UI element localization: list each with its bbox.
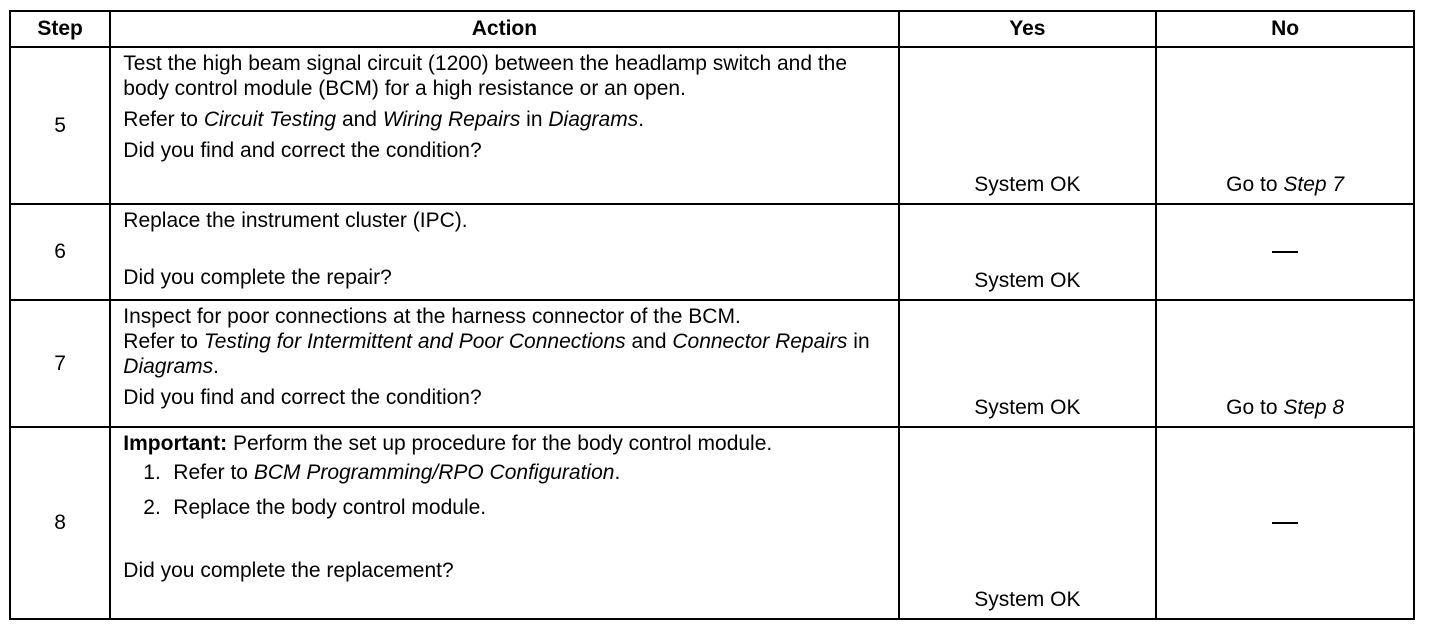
- table-row: [10, 204, 1414, 300]
- yes-result: System OK: [899, 427, 1157, 619]
- step-number: 6: [10, 204, 110, 300]
- yes-result: System OK: [899, 47, 1157, 204]
- refer-text: Refer to Circuit Testing and Wiring Repairs in Diagrams.: [123, 108, 645, 131]
- no-result: Go to Step 7: [1156, 47, 1414, 204]
- table-row: [10, 300, 1414, 427]
- question-text: Did you complete the replacement?: [123, 559, 454, 582]
- diagnostic-table: [9, 10, 1415, 620]
- procedure-list: [123, 460, 887, 520]
- em-dash: [1272, 251, 1298, 253]
- no-result: Go to Step 8: [1156, 300, 1414, 427]
- action-cell: [110, 204, 898, 300]
- action-text: Test the high beam signal circuit (1200) between the headlamp switch and the body control module (BCM) for a high resistance or an open.: [123, 52, 848, 100]
- question-text: Did you complete the repair?: [123, 266, 392, 289]
- action-cell: [110, 300, 898, 427]
- action-cell: [110, 47, 898, 204]
- table-row: [10, 47, 1414, 204]
- header-action: Action: [110, 11, 898, 47]
- header-step: Step: [10, 11, 110, 47]
- header-row: [10, 11, 1414, 47]
- step-number: 5: [10, 47, 110, 204]
- action-cell: [110, 427, 898, 619]
- list-item: 1. Refer to BCM Programming/RPO Configuration.: [143, 461, 621, 484]
- em-dash: [1272, 522, 1298, 524]
- no-result: [1156, 427, 1414, 619]
- yes-result: System OK: [899, 300, 1157, 427]
- important-note: Important: Perform the set up procedure for the body control module.: [123, 432, 773, 455]
- list-item: 2. Replace the body control module.: [143, 496, 487, 519]
- header-no: No: [1156, 11, 1414, 47]
- header-yes: Yes: [899, 11, 1157, 47]
- no-result: [1156, 204, 1414, 300]
- action-text: Replace the instrument cluster (IPC).: [123, 209, 468, 232]
- table-row: [10, 427, 1414, 619]
- question-text: Did you find and correct the condition?: [123, 139, 482, 162]
- yes-result: System OK: [899, 204, 1157, 300]
- step-number: 7: [10, 300, 110, 427]
- question-text: Did you find and correct the condition?: [123, 386, 482, 409]
- action-text: Inspect for poor connections at the harness connector of the BCM. Refer to Testing for Intermittent and Poor Connections and Connector Repairs in Diagrams.: [123, 305, 870, 378]
- step-number: 8: [10, 427, 110, 619]
